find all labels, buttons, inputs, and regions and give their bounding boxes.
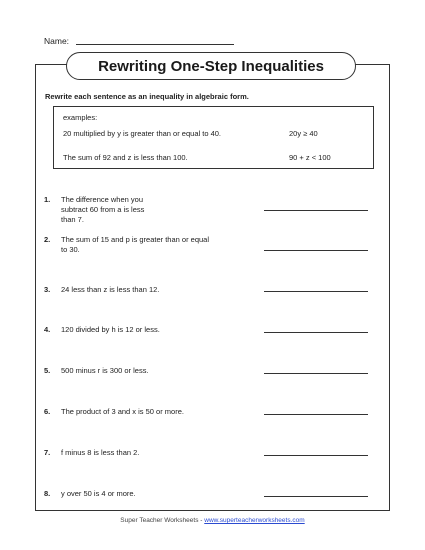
name-input-line[interactable] xyxy=(76,44,234,45)
problem-number: 6. xyxy=(44,407,51,416)
footer xyxy=(0,517,425,524)
worksheet-title: Rewriting One-Step Inequalities xyxy=(66,52,356,80)
problem-text: The sum of 15 and p is greater than or equal to 30. xyxy=(61,235,210,254)
answer-line[interactable] xyxy=(264,250,368,251)
problem-text: f minus 8 is less than 2. xyxy=(61,448,140,457)
example-answer: 90 + z < 100 xyxy=(289,153,331,162)
example-sentence: The sum of 92 and z is less than 100. xyxy=(63,153,188,162)
problem-text: The product of 3 and x is 50 or more. xyxy=(61,407,184,416)
answer-line[interactable] xyxy=(264,414,368,415)
example-answer: 20y ≥ 40 xyxy=(289,129,318,138)
problem-number: 5. xyxy=(44,366,51,375)
problem-text: y over 50 is 4 or more. xyxy=(61,489,136,498)
problem-number: 4. xyxy=(44,325,51,334)
examples-box xyxy=(53,106,374,169)
footer-separator: - xyxy=(198,517,205,524)
answer-line[interactable] xyxy=(264,291,368,292)
problem-number: 7. xyxy=(44,448,51,457)
problem-number: 8. xyxy=(44,489,51,498)
problem-text: 120 divided by h is 12 or less. xyxy=(61,325,160,334)
example-sentence: 20 multiplied by y is greater than or equal to 40. xyxy=(63,129,222,138)
footer-link[interactable]: www.superteacherworksheets.com xyxy=(204,517,305,524)
answer-line[interactable] xyxy=(264,332,368,333)
problem-text: 500 minus r is 300 or less. xyxy=(61,366,149,375)
answer-line[interactable] xyxy=(264,455,368,456)
name-label: Name: xyxy=(44,36,70,46)
problem-text: 24 less than z is less than 12. xyxy=(61,285,160,294)
problem-text: The difference when you subtract 60 from a is less than 7. xyxy=(61,195,145,224)
problem-number: 3. xyxy=(44,285,51,294)
examples-header: examples: xyxy=(63,113,98,122)
answer-line[interactable] xyxy=(264,373,368,374)
problem-number: 1. xyxy=(44,195,51,204)
answer-line[interactable] xyxy=(264,210,368,211)
footer-brand: Super Teacher Worksheets xyxy=(120,517,199,524)
problem-number: 2. xyxy=(44,235,51,244)
answer-line[interactable] xyxy=(264,496,368,497)
instructions: Rewrite each sentence as an inequality in algebraic form. xyxy=(45,92,249,101)
